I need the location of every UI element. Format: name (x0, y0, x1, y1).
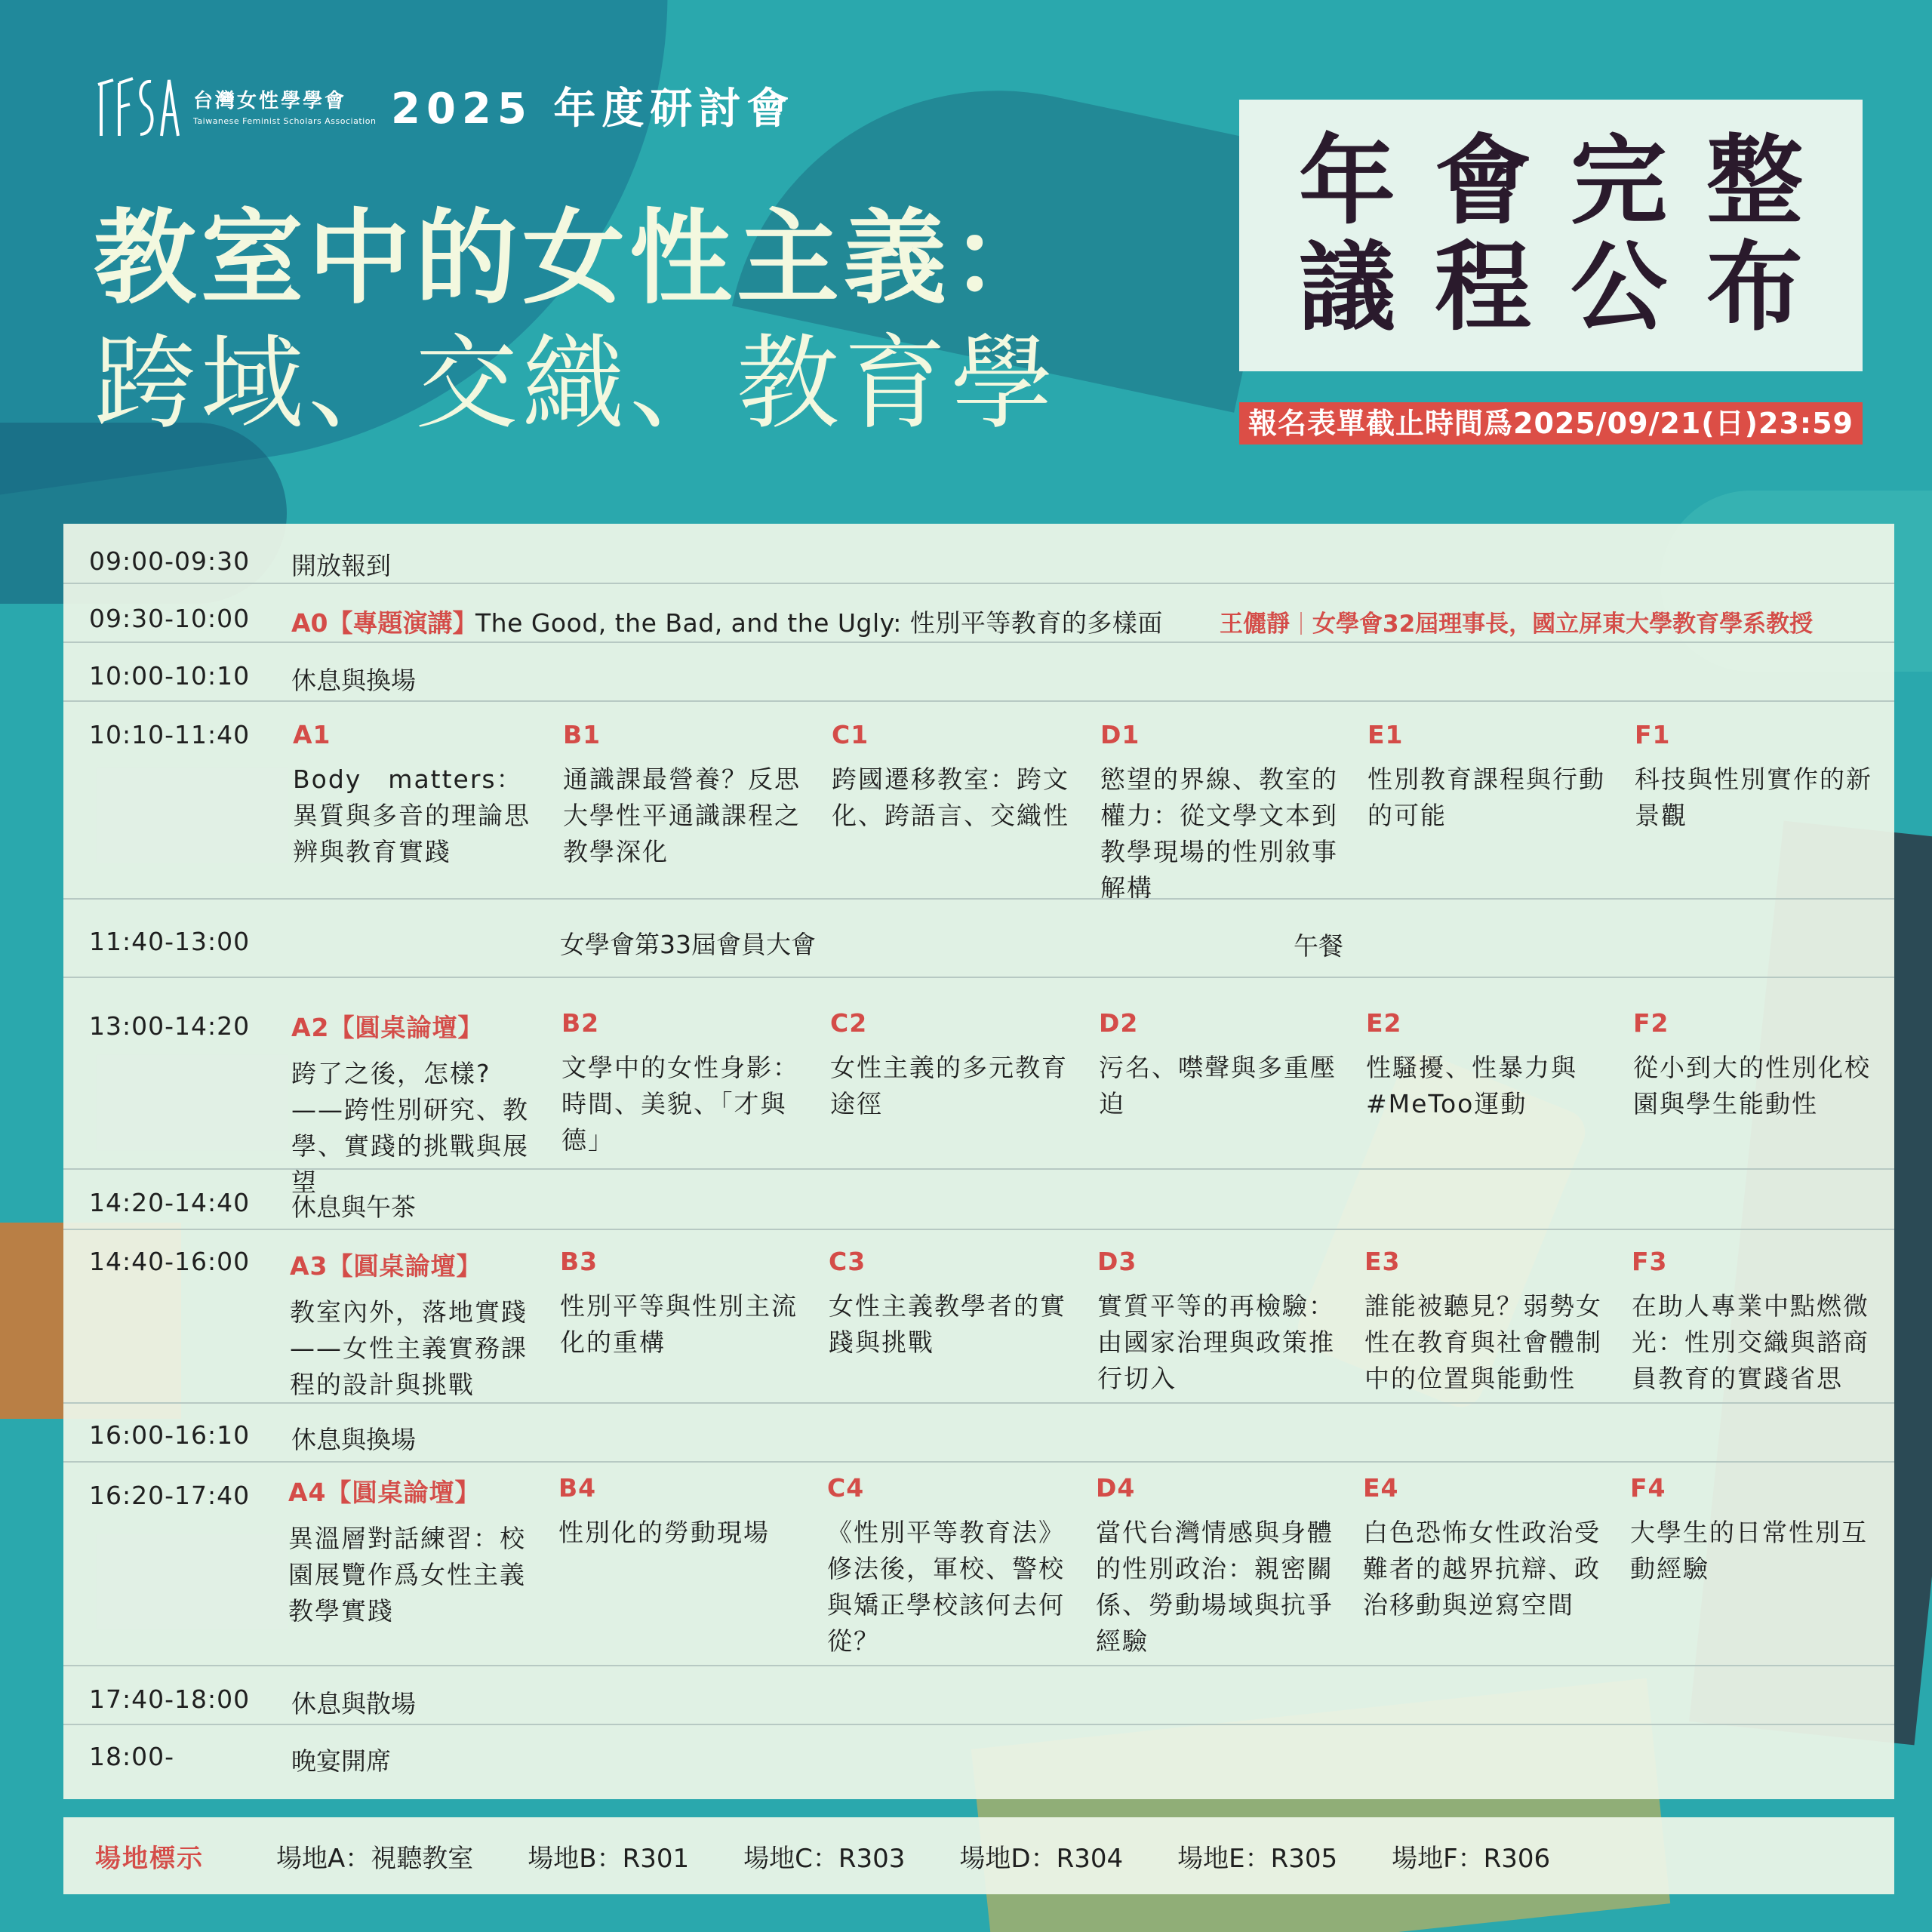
session-title: 白色恐怖女性政治受難者的越界抗辯、政治移動與逆寫空間 (1363, 1518, 1601, 1620)
schedule-row-leave (63, 1665, 1894, 1724)
speaker-divider (1300, 612, 1302, 635)
lunch: 午餐 (1294, 931, 1343, 961)
session-title: 文學中的女性身影：時間、美貌、「才與德」 (561, 1053, 799, 1155)
session-code: C4 (827, 1473, 865, 1503)
row-time: 09:00-09:30 (89, 546, 251, 576)
schedule-row-session-3 (63, 1229, 1894, 1402)
session-title: 科技與性別實作的新景觀 (1635, 764, 1872, 830)
session-code: F3 (1632, 1247, 1668, 1276)
row-time: 17:40-18:00 (89, 1684, 251, 1714)
session-cell-c1 (832, 720, 1081, 834)
session-title: 誰能被聽見？弱勢女性在教育與社會體制中的位置與能動性 (1364, 1291, 1602, 1393)
badge-line-2: 議程公布 (1298, 232, 1842, 344)
session-title: 女性主義教學者的實踐與挑戰 (829, 1291, 1066, 1357)
session-title: 實質平等的再檢驗：由國家治理與政策推行切入 (1097, 1291, 1335, 1393)
session-code: D2 (1099, 1008, 1139, 1038)
session-title: 性別教育課程與行動的可能 (1367, 764, 1605, 830)
conference-subtitle: 跨域、交織、教育學 (94, 325, 1058, 444)
session-code: E3 (1364, 1247, 1401, 1276)
row-time: 16:00-16:10 (89, 1420, 251, 1450)
session-code: A3【圓桌論壇】 (290, 1251, 482, 1281)
session-title: 慾望的界線、教室的權力：從文學文本到教學現場的性別敘事解構 (1100, 764, 1338, 903)
session-title: 性別平等與性別主流化的重構 (560, 1291, 798, 1357)
session-cell-b2 (561, 1008, 811, 1158)
venue-item-c: 場地C：R303 (743, 1843, 906, 1874)
session-cell-d1 (1100, 720, 1349, 906)
schedule-row-break (63, 1402, 1894, 1461)
schedule-row-checkin (63, 524, 1894, 583)
schedule-row-dinner (63, 1724, 1894, 1799)
speaker-name: 王儷靜 (1220, 611, 1290, 638)
keynote-speaker (1220, 605, 1813, 638)
session-code: F1 (1635, 720, 1671, 749)
session-code: C2 (830, 1008, 868, 1038)
session-code: C3 (829, 1247, 866, 1276)
session-cell-a4 (288, 1473, 537, 1629)
session-title: 性別化的勞動現場 (558, 1518, 770, 1547)
session-title: 在助人專業中點燃微光：性別交織與諮商員教育的實踐省思 (1632, 1291, 1869, 1393)
row-activity: 開放報到 (291, 551, 391, 580)
schedule-row-session-2 (63, 977, 1894, 1197)
keynote-title: The Good, the Bad, and the Ugly: 性別平等教育的多樣面 (475, 608, 1163, 638)
logo-name-zh: 台灣女性學學會 (193, 90, 347, 112)
session-code: C1 (832, 720, 869, 749)
session-cell-b4 (558, 1473, 808, 1551)
row-time: 10:10-11:40 (89, 720, 251, 749)
session-title: 從小到大的性別化校園與學生能動性 (1633, 1053, 1871, 1118)
session-title: 跨國遷移教室：跨文化、跨語言、交織性 (832, 764, 1069, 830)
row-activity: 晚宴開席 (291, 1746, 391, 1776)
session-code: B3 (560, 1247, 598, 1276)
session-title: 教室內外，落地實踐——女性主義實務課程的設計與挑戰 (290, 1297, 528, 1399)
session-title: 跨了之後，怎樣?——跨性別研究、教學、實踐的挑戰與展望 (291, 1059, 529, 1197)
session-code: F4 (1630, 1473, 1666, 1503)
schedule-row-keynote (63, 583, 1894, 641)
session-code: B1 (563, 720, 601, 749)
schedule-row-session-1 (63, 700, 1894, 903)
session-title: 污名、噤聲與多重壓迫 (1099, 1053, 1337, 1118)
session-cell-b3 (560, 1247, 809, 1361)
row-activity: 休息與換場 (291, 666, 416, 695)
conference-title: 教室中的女性主義： (94, 199, 1058, 318)
row-time: 14:40-16:00 (89, 1247, 251, 1276)
speaker-role: 女學會32屆理事長，國立屏東大學教育學系教授 (1312, 611, 1814, 638)
session-code: B2 (561, 1008, 600, 1038)
venue-legend-title: 場地標示 (95, 1843, 204, 1874)
session-title: 大學生的日常性別互動經驗 (1630, 1518, 1868, 1583)
schedule-row-tea (63, 1168, 1894, 1229)
session-title: 性騷擾、性暴力與#MeToo運動 (1366, 1053, 1577, 1118)
badge-line-1: 年會完整 (1298, 125, 1842, 238)
venue-item-f: 場地F：R306 (1392, 1843, 1551, 1874)
session-code: A2【圓桌論壇】 (291, 1013, 484, 1042)
session-title: 通識課最營養？反思大學性平通識課程之教學深化 (563, 764, 801, 866)
session-code: D4 (1096, 1473, 1136, 1503)
session-code: F2 (1633, 1008, 1669, 1038)
session-title: 《性別平等教育法》修法後，軍校、警校與矯正學校該何去何從？ (827, 1518, 1065, 1656)
row-activity: 休息與換場 (291, 1425, 416, 1454)
session-cell-e3 (1364, 1247, 1614, 1397)
tfsa-logo-icon (97, 69, 180, 142)
session-title: 女性主義的多元教育途徑 (830, 1053, 1068, 1118)
row-time: 09:30-10:00 (89, 604, 251, 633)
schedule-row-midday (63, 898, 1894, 977)
logo-name-en: Taiwanese Feminist Scholars Association (193, 116, 377, 126)
session-cell-e4 (1363, 1473, 1612, 1623)
session-code: D3 (1097, 1247, 1137, 1276)
row-time: 18:00- (89, 1742, 175, 1771)
keynote-label: A0【專題演講】 (291, 608, 478, 638)
session-code: B4 (558, 1473, 597, 1503)
tfsa-logo (97, 69, 376, 142)
venue-item-a: 場地A：視聽教室 (276, 1843, 474, 1874)
row-time: 11:40-13:00 (89, 927, 251, 956)
session-cell-d2 (1099, 1008, 1348, 1122)
session-cell-e1 (1367, 720, 1617, 834)
session-cell-d4 (1096, 1473, 1345, 1660)
session-cell-f3 (1632, 1247, 1881, 1397)
schedule-row-break (63, 641, 1894, 700)
registration-deadline: 報名表單截止時間爲2025/09/21(日)23:59 (1239, 402, 1863, 445)
session-cell-f2 (1633, 1008, 1882, 1122)
venue-item-b: 場地B：R301 (528, 1843, 690, 1874)
agenda-announcement-badge (1239, 100, 1863, 371)
session-code: A4【圓桌論壇】 (288, 1478, 481, 1507)
session-code: A1 (293, 720, 331, 749)
session-title: Body matters：異質與多音的理論思辨與教育實踐 (293, 764, 531, 866)
session-code: E1 (1367, 720, 1404, 749)
session-code: E4 (1363, 1473, 1399, 1503)
session-cell-d3 (1097, 1247, 1346, 1397)
row-time: 10:00-10:10 (89, 661, 251, 691)
schedule-row-session-4 (63, 1461, 1894, 1665)
row-time: 14:20-14:40 (89, 1188, 251, 1217)
venue-legend (63, 1817, 1894, 1894)
session-cell-c2 (830, 1008, 1079, 1122)
row-activity: 休息與午茶 (291, 1192, 416, 1222)
session-title: 當代台灣情感與身體的性別政治：親密關係、勞動場域與抗爭經驗 (1096, 1518, 1334, 1656)
row-activity: 休息與散場 (291, 1689, 416, 1718)
session-cell-f1 (1635, 720, 1884, 834)
row-time: 16:20-17:40 (89, 1481, 251, 1510)
venue-item-d: 場地D：R304 (959, 1843, 1124, 1874)
session-cell-a3 (290, 1247, 539, 1403)
conference-edition: 2025 年度研討會 (391, 85, 795, 134)
session-cell-a1 (293, 720, 542, 870)
session-cell-c4 (827, 1473, 1076, 1660)
schedule-table (63, 524, 1894, 1799)
member-assembly: 女學會第33屆會員大會 (560, 930, 816, 959)
row-time: 13:00-14:20 (89, 1011, 251, 1041)
session-cell-b1 (563, 720, 812, 870)
session-cell-e2 (1366, 1008, 1615, 1122)
session-title: 異溫層對話練習：校園展覽作爲女性主義教學實踐 (288, 1524, 526, 1626)
venue-item-e: 場地E：R305 (1177, 1843, 1338, 1874)
session-code: E2 (1366, 1008, 1402, 1038)
session-cell-c3 (829, 1247, 1078, 1361)
session-cell-f4 (1630, 1473, 1879, 1587)
session-code: D1 (1100, 720, 1140, 749)
